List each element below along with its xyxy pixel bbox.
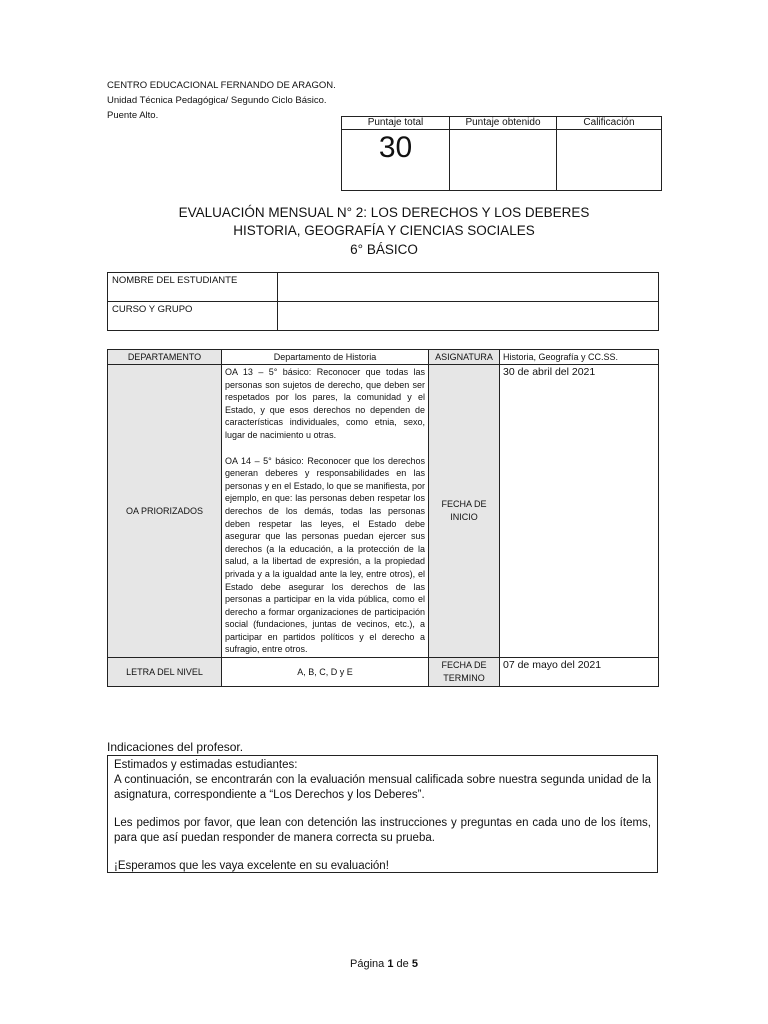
student-name-label: NOMBRE DEL ESTUDIANTE — [108, 273, 278, 302]
page-footer — [0, 958, 768, 970]
subject-label: ASIGNATURA — [429, 350, 500, 365]
indications-greeting: Estimados y estimadas estudiantes: — [114, 759, 298, 771]
oa-label: OA PRIORIZADOS — [108, 365, 222, 658]
score-table — [341, 116, 662, 191]
grade-level-title: 6° BÁSICO — [350, 242, 418, 257]
score-total-header: Puntaje total — [342, 117, 450, 130]
score-obtained-cell[interactable] — [450, 130, 557, 191]
page-word: Página — [350, 958, 385, 970]
indications-p2: Les pedimos por favor, que lean con detención las instrucciones y preguntas en cada uno de los ítems, para que así puedan responder de manera correcta su prueba. — [114, 817, 651, 844]
subject-value: Historia, Geografía y CC.SS. — [500, 350, 659, 365]
score-grade-cell[interactable] — [557, 130, 662, 191]
start-date-label: FECHA DE INICIO — [429, 365, 500, 658]
exam-title: EVALUACIÓN MENSUAL N° 2: LOS DERECHOS Y LOS DEBERES — [178, 205, 590, 220]
page-number: 1 — [387, 958, 394, 970]
department-value: Departamento de Historia — [222, 350, 429, 365]
school-location: Puente Alto. — [107, 110, 159, 121]
end-date-value: 07 de mayo del 2021 — [500, 658, 659, 687]
score-obtained-header: Puntaje obtenido — [450, 117, 557, 130]
oa14-text: OA 14 – 5° básico: Reconocer que los derechos generan deberes y responsabilidades en las personas y en el Estado, lo que se manifiesta, por ejemplo, en que: las personas deben respetar los derechos de los demás, todas las personas deben respetar las leyes, el Estado debe asegurar que las personas puedan ejercer sus derechos (a la educación, a la protección de la salud, a la libertad de expresión, a la propiedad privada y a la igualdad ante la ley, entre otros), el Estado debe asegurar los derechos de las personas a participar en la vida pública, como el derecho a formar organizaciones de participación social (fundaciones, juntas de vecinos, etc.), a participar en partidos políticos y el derecho a sufragio, entre otros. — [225, 455, 425, 655]
level-value: A, B, C, D y E — [222, 658, 429, 687]
course-group-label: CURSO Y GRUPO — [108, 302, 278, 331]
school-unit: Unidad Técnica Pedagógica/ Segundo Ciclo Básico. — [107, 95, 327, 106]
start-date-value: 30 de abril del 2021 — [500, 365, 659, 658]
subject-title: HISTORIA, GEOGRAFÍA Y CIENCIAS SOCIALES — [233, 223, 535, 238]
score-grade-header: Calificación — [557, 117, 662, 130]
course-group-field[interactable] — [278, 302, 659, 331]
school-name: CENTRO EDUCACIONAL FERNANDO DE ARAGON. — [107, 80, 336, 91]
student-name-field[interactable] — [278, 273, 659, 302]
indications-box — [107, 755, 658, 873]
oa13-text: OA 13 – 5° básico: Reconocer que todas las personas son sujetos de derecho, que deben ser respetados por los pares, la comunidad y el Estado, y que esos derechos no dependen de características individuales, como etnia, sexo, lugar de nacimiento u otras. — [225, 367, 425, 440]
department-label: DEPARTAMENTO — [108, 350, 222, 365]
school-header — [107, 78, 336, 123]
level-label: LETRA DEL NIVEL — [108, 658, 222, 687]
page-total: 5 — [411, 958, 418, 970]
score-total-value: 30 — [342, 130, 450, 191]
end-date-label: FECHA DE TERMINO — [429, 658, 500, 687]
student-info-table — [107, 272, 659, 331]
of-word: de — [396, 958, 409, 970]
indications-p1: A continuación, se encontrarán con la evaluación mensual calificada sobre nuestra segunda unidad de la asignatura, correspondiente a “Los Derechos y los Deberes”. — [114, 774, 651, 801]
evaluation-info-table — [107, 349, 659, 687]
indications-title: Indicaciones del profesor. — [107, 740, 244, 754]
indications-p3: ¡Esperamos que les vaya excelente en su evaluación! — [114, 860, 389, 872]
oa-content — [222, 365, 429, 658]
